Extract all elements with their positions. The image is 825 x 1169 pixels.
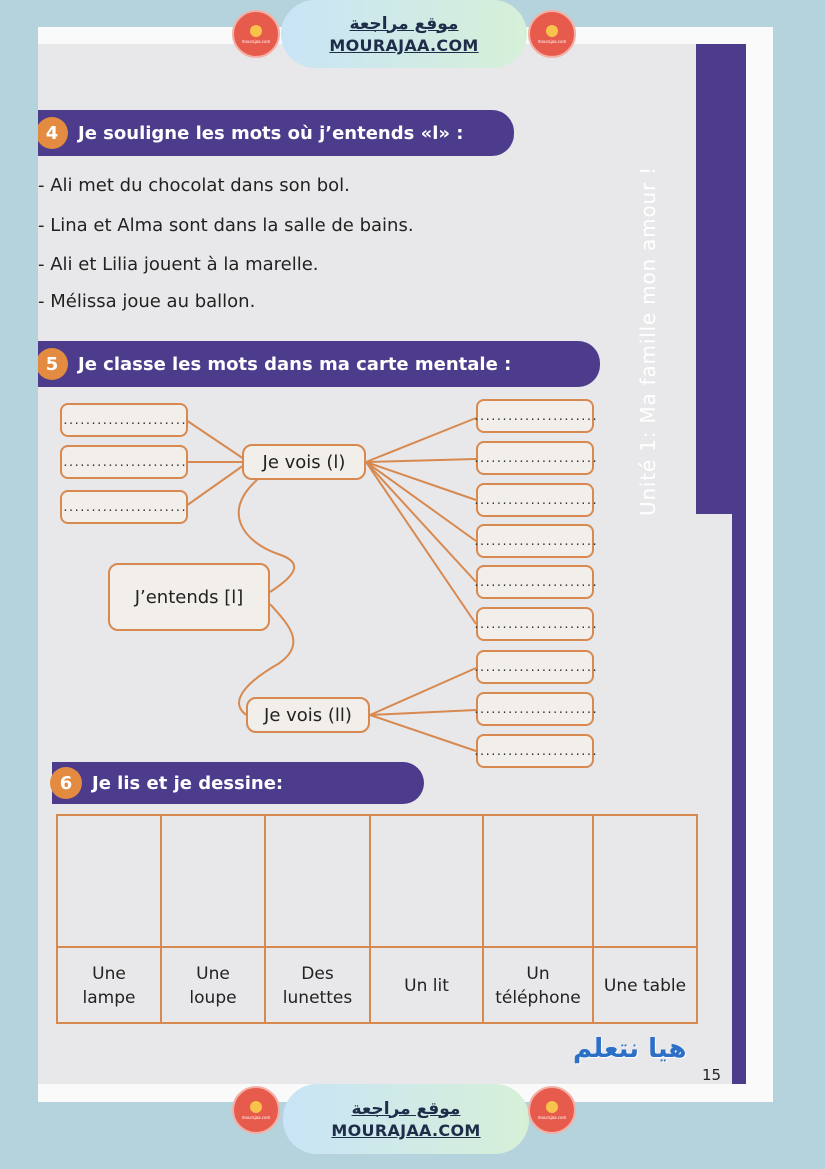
page-number: 15	[702, 1066, 722, 1084]
answer-box-right-1[interactable]: ......................	[476, 399, 594, 433]
answer-box-left-1[interactable]: ......................	[60, 403, 188, 437]
textbook-page	[38, 44, 746, 1084]
answer-box-right-4[interactable]: ......................	[476, 524, 594, 558]
node-double-l: Je vois (ll)	[246, 697, 370, 733]
exercise-6-title: Je lis et je dessine:	[92, 772, 284, 794]
drawing-grid	[56, 814, 698, 1024]
grid-label-4: Un lit	[404, 976, 449, 996]
answer-box-right-8[interactable]: ......................	[476, 692, 594, 726]
answer-box-left-2[interactable]: ......................	[60, 445, 188, 479]
watermark-domain[interactable]: MOURAJAA.COM	[329, 35, 479, 55]
watermark-arabic: موقع مراجعة	[351, 1098, 461, 1119]
answer-box-right-6[interactable]: ......................	[476, 607, 594, 641]
answer-box-left-3[interactable]: ......................	[60, 490, 188, 524]
sentence-2: - Lina et Alma sont dans la salle de bains.	[38, 215, 414, 236]
sentence-3: - Ali et Lilia jouent à la marelle.	[38, 254, 319, 275]
exercise-6-number: 6	[50, 767, 82, 799]
answer-box-right-3[interactable]: ......................	[476, 483, 594, 517]
unit-title: Unité 1: Ma famille mon amour !	[636, 166, 660, 516]
mourajaa-logo-icon: mourajaa.com	[528, 10, 576, 58]
center-node: J’entends [l]	[108, 563, 270, 631]
grid-label-6: Une table	[603, 976, 687, 996]
exercise-4-title: Je souligne les mots où j’entends «l» :	[78, 122, 464, 144]
watermark-domain[interactable]: MOURAJAA.COM	[331, 1120, 481, 1140]
node-single-l: Je vois (l)	[242, 444, 366, 480]
watermark-arabic: موقع مراجعة	[349, 13, 459, 34]
exercise-5-title: Je classe les mots dans ma carte mentale :	[78, 353, 512, 375]
mourajaa-logo-icon: mourajaa.com	[528, 1086, 576, 1134]
exercise-6-header	[52, 762, 424, 804]
answer-box-right-5[interactable]: ......................	[476, 565, 594, 599]
mourajaa-logo-icon: mourajaa.com	[232, 10, 280, 58]
exercise-5-number: 5	[38, 348, 68, 380]
answer-box-right-2[interactable]: ......................	[476, 441, 594, 475]
grid-label-5: Un téléphone	[495, 964, 581, 1008]
sentence-1: - Ali met du chocolat dans son bol.	[38, 175, 350, 196]
grid-label-3: Des lunettes	[282, 964, 353, 1008]
grid-label-1: Une lampe	[82, 964, 136, 1008]
watermark-banner-top[interactable]	[281, 0, 527, 68]
mourajaa-logo-icon: mourajaa.com	[232, 1086, 280, 1134]
grid-label-2: Une loupe	[189, 964, 237, 1008]
sentence-4: - Mélissa joue au ballon.	[38, 291, 256, 312]
answer-box-right-9[interactable]: ......................	[476, 734, 594, 768]
publisher-logo: هيا نتعلم	[573, 1034, 687, 1064]
watermark-banner-bottom[interactable]	[283, 1084, 529, 1154]
answer-box-right-7[interactable]: ......................	[476, 650, 594, 684]
exercise-4-number: 4	[38, 117, 68, 149]
